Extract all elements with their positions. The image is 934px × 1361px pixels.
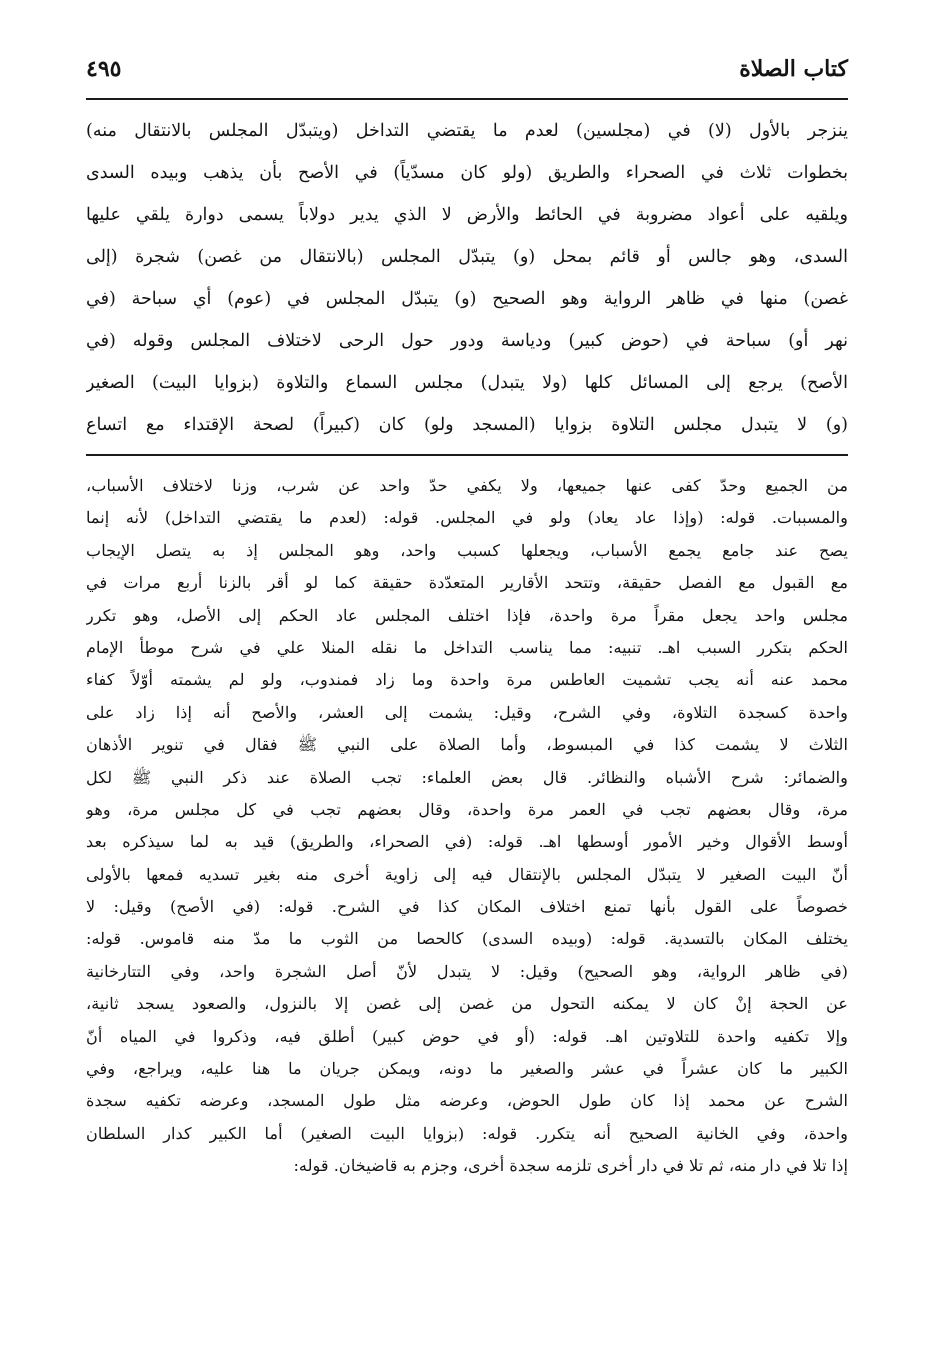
commentary-line: مرة، وقال بعضهم تجب في العمر مرة واحدة، وقال بعضهم تجب في كل مجلس مرة، وهو	[86, 799, 848, 819]
commentary-line: وإلا تكفيه واحدة للتلاوتين اهـ. قوله: (أو في حوض كبير) أطلق فيه، وذكروا في المياه أنّ	[86, 1026, 848, 1046]
commentary-text-block	[86, 470, 848, 1183]
main-text-line: الأصح) يرجع إلى المسائل كلها (ولا يتبدل) مجلس السماع والتلاوة (بزوايا البيت) الصغير	[86, 373, 848, 393]
commentary-line: واحدة، وفي الخانية الصحيح أنه يتكرر. قوله: (بزوايا البيت الصغير) أما الكبير كدار السلطان	[86, 1123, 848, 1143]
main-text-line: نهر أو) سباحة في (حوض كبير) ودياسة ودور حول الرحى لاختلاف المجلس وقوله (في	[86, 331, 848, 351]
main-text-line: ينزجر بالأول (لا) في (مجلسين) لعدم ما يقتضي التداخل (ويتبدّل المجلس بالانتقال منه)	[86, 121, 848, 141]
running-title: كتاب الصلاة	[739, 56, 848, 82]
main-text-line: السدى، وهو جالس أو قائم بمحل (و) يتبدّل المجلس (بالانتقال من غصن) شجرة (إلى	[86, 247, 848, 267]
commentary-line: أنّ البيت الصغير لا يتبدّل المجلس بالإنتقال فيه إلى زاوية أخرى منه بغير تسديه فمعها بالأولى	[86, 864, 848, 884]
commentary-line: والمسببات. قوله: (وإذا عاد يعاد) ولو في المجلس. قوله: (لعدم ما يقتضي التداخل) لأنه إنما	[86, 508, 848, 528]
commentary-line: أوسط الأقوال وخير الأمور أوسطها اهـ. قوله: (في الصحراء، والطريق) قيد به لما سيذكره بعد	[86, 832, 848, 852]
main-text-line: (و) لا يتبدل مجلس التلاوة بزوايا (المسجد ولو) كان (كبيراً) لصحة الإقتداء مع اتساع	[86, 415, 848, 435]
commentary-line: محمد عنه أنه يجب تشميت العاطس مرة واحدة وما زاد فمندوب، ولو لم يشمته أوّلاً كفاء	[86, 670, 848, 690]
main-text-line: بخطوات ثلاث في الصحراء والطريق (ولو كان مسدّياً) في الأصح بأن يذهب وبيده السدى	[86, 163, 848, 183]
commentary-line: الكبير ما كان عشراً في عشر والصغير ما دونه، ويمكن جريان ما هنا عليه، ويراجع، وفي	[86, 1059, 848, 1079]
commentary-line: إذا تلا في دار منه، ثم تلا في دار أخرى تلزمه سجدة أخرى، وجزم به قاضيخان. قوله:	[293, 1156, 848, 1176]
commentary-line: الثلاث لا يشمت كذا في المبسوط، وأما الصلاة على النبي ﷺ فقال في تنوير الأذهان	[86, 735, 848, 755]
main-text-block	[86, 110, 848, 446]
commentary-line: مجلس واحد يجعل مقراً مرة واحدة، فإذا اختلف المجلس عاد الحكم إلى الأصل، وهو تكرر	[86, 605, 848, 625]
commentary-line: من الجميع وحدّ كفى عنها جميعها، ولا يكفي حدّ واحد عن شرب، وزنا لاختلاف الأسباب،	[86, 476, 848, 495]
commentary-line: والضمائر: شرح الأشباه والنظائر. قال بعض العلماء: تجب الصلاة عند ذكر النبي ﷺ لكل	[86, 767, 848, 787]
commentary-line: خصوصاً على القول بأنها تمنع اختلاف المكان كذا في الشرح. قوله: (في الأصح) وقيل: لا	[86, 897, 848, 917]
header-divider	[86, 98, 848, 100]
commentary-line: يصح عند جامع يجمع الأسباب، ويجعلها كسبب واحد، وهو المجلس إذ به يتصل الإيجاب	[86, 540, 848, 560]
commentary-line: الشرح عن محمد إذا كان طول الحوض، وعرضه مثل طول المسجد، وعرضه تكفيه سجدة	[86, 1091, 848, 1111]
commentary-line: مع القبول مع الفصل حقيقة، وتتحد الأقارير المتعدّدة حقيقة كما لو أقر بالزنا أربع مرات في	[86, 573, 848, 593]
commentary-line: عن الحجة إنْ كان لا يمكنه التحول من غصن إلى غصن إلا بالنزول، والصعود يسجد ثانية،	[86, 994, 848, 1014]
commentary-line: واحدة كسجدة التلاوة، وفي الشرح، وقيل: يشمت إلى العشر، والأصح أنه إذا زاد على	[86, 702, 848, 722]
commentary-line: يختلف المكان بالتسدية. قوله: (وبيده السدى) كالحصا من الثوب ما مدّ منه قاموس. قوله:	[86, 929, 848, 949]
commentary-line: الحكم بتكرر السبب اهـ. تنبيه: مما يناسب التداخل ما نقله المنلا علي في شرح موطأ الإمام	[86, 637, 848, 657]
commentary-line: (في ظاهر الرواية، وهو الصحيح) وقيل: لا يتبدل لأنّ أصل الشجرة واحد، وفي التتارخانية	[86, 961, 848, 981]
commentary-divider	[86, 454, 848, 456]
page-header	[86, 52, 848, 92]
main-text-line: غصن) منها في ظاهر الرواية وهو الصحيح (و) يتبدّل المجلس في (عوم) أي سباحة (في	[86, 289, 848, 309]
page-number: ٤٩٥	[86, 56, 122, 82]
main-text-line: ويلقيه على أعواد مضروبة في الحائط والأرض لا الذي يدير دولاباً يسمى دوارة يلقي عليها	[86, 205, 848, 225]
